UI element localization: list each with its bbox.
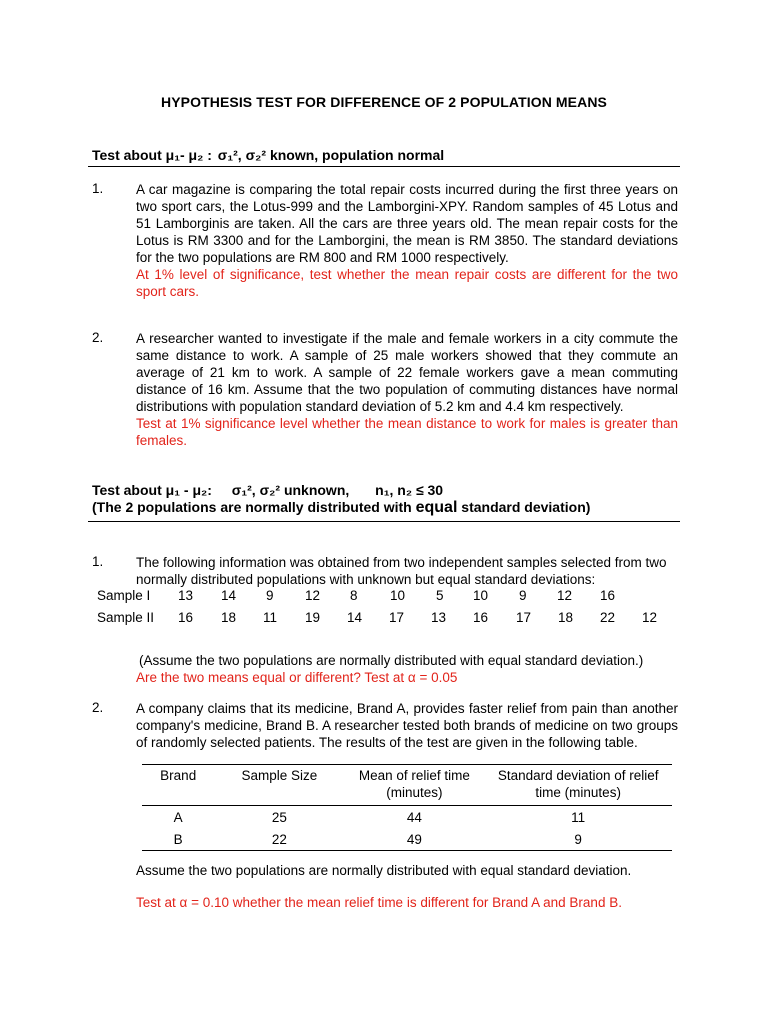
section2-subheading-end: standard deviation) — [457, 499, 591, 515]
section2-subheading-equal: equal — [415, 499, 458, 516]
section2-subheading-start: (The 2 populations are normally distributed with — [92, 499, 416, 515]
s1-q1-text: A car magazine is comparing the total repair costs incurred during the first three years on two sport cars, the Lotus-999 and the Lamborgini-XPY. Random samples of 45 Lotus and 51 Lamborginis are taken. All the cars are three years old. The mean repair costs for the Lotus is RM 3300 and for the Lamborgini, the mean is RM 3850. The standard deviations for the two populations are RM 800 and RM 1000 respectively. — [136, 182, 678, 265]
sample2-value: 11 — [263, 610, 278, 625]
sample2-value: 16 — [473, 610, 489, 625]
sample2-value: 16 — [178, 610, 194, 625]
sample1-value: 5 — [436, 588, 444, 603]
table-cell: 22 — [214, 828, 344, 851]
s2-q2-assume: Assume the two populations are normally distributed with equal standard deviation. — [136, 863, 632, 878]
table-header: Mean of relief time (minutes) — [344, 765, 484, 806]
sample2-label: Sample II — [97, 610, 155, 625]
page-title: HYPOTHESIS TEST FOR DIFFERENCE OF 2 POPULATION MEANS — [161, 94, 607, 110]
s1-q1 — [136, 181, 678, 300]
section2-heading — [92, 482, 443, 498]
table-row — [142, 828, 672, 851]
table-header: Brand — [142, 765, 214, 806]
sample1-value: 14 — [221, 588, 237, 603]
sample1-value: 9 — [266, 588, 274, 603]
s2-q2-text: A company claims that its medicine, Brand A, provides faster relief from pain than another company's medicine, Brand B. A researcher tested both brands of medicine on two groups of randomly selected patients. The results of the test are given in the following table. — [136, 701, 678, 750]
s1-q2-number: 2. — [92, 330, 104, 345]
table-cell: 25 — [271, 810, 287, 825]
section2-rule — [88, 521, 680, 522]
sample1-label: Sample I — [97, 588, 151, 603]
s1-q2 — [136, 330, 678, 449]
sample2-value: 12 — [642, 610, 658, 625]
sample1-value: 8 — [350, 588, 358, 603]
sample2-value: 17 — [516, 610, 532, 625]
table-cell: 49 — [344, 828, 484, 851]
section1-heading — [92, 147, 444, 163]
s1-q1-task: At 1% level of significance, test whether the mean repair costs are different for the two sport cars. — [136, 267, 678, 299]
section2-heading-sigma: σ₁², σ₂² unknown, — [231, 482, 350, 498]
table-cell: B — [142, 828, 214, 851]
s2-q1-assume: (Assume the two populations are normally distributed with equal standard deviation.) — [139, 653, 644, 668]
relief-time-table — [142, 764, 672, 851]
sample2-value: 18 — [221, 610, 237, 625]
s2-q1-number: 1. — [92, 554, 104, 569]
table-header-row — [142, 765, 672, 806]
sample1-value: 12 — [305, 588, 321, 603]
s1-q1-number: 1. — [92, 181, 104, 196]
table-cell: 9 — [484, 828, 672, 851]
sample2-value: 14 — [347, 610, 363, 625]
sample2-value: 13 — [431, 610, 447, 625]
section1-heading-sigma: σ₁², σ₂² known, population normal — [217, 147, 445, 163]
table-row — [142, 806, 672, 829]
section2-heading-prefix: Test about — [92, 482, 166, 498]
sample-row-2 — [97, 610, 697, 628]
table-cell: A — [173, 810, 183, 825]
table-cell: 11 — [571, 810, 586, 825]
sample1-value: 10 — [473, 588, 489, 603]
s1-q2-task: Test at 1% significance level whether the mean distance to work for males is greater than females. — [136, 416, 678, 448]
section2-subheading — [92, 499, 590, 517]
s1-q2-text: A researcher wanted to investigate if the male and female workers in a city commute the same distance to work. A sample of 25 male workers showed that they commute an average of 21 km to work. A sample of 22 female workers gave a mean commuting distance of 16 km. Assume that the two population of commuting distances have normal distributions with population standard deviation of 5.2 km and 4.4 km respectively. — [136, 331, 678, 414]
sample-row-1 — [97, 588, 697, 606]
section2-heading-mu: μ₁ - μ₂: — [165, 482, 212, 498]
section2-heading-n: n₁, n₂ ≤ 30 — [375, 482, 444, 498]
table-header: Sample Size — [214, 765, 344, 806]
sample1-value: 10 — [390, 588, 406, 603]
sample1-value: 12 — [557, 588, 573, 603]
s2-q1-text: The following information was obtained from two independent samples selected from two normally distributed populations with unknown but equal standard deviations: — [136, 555, 667, 587]
s2-q2-task: Test at α = 0.10 whether the mean relief time is different for Brand A and Brand B. — [136, 895, 622, 910]
table-cell: 44 — [406, 810, 422, 825]
section1-rule — [88, 166, 680, 167]
sample1-value: 16 — [600, 588, 616, 603]
sample2-value: 19 — [305, 610, 321, 625]
sample2-value: 22 — [600, 610, 616, 625]
table-header: Standard deviation of relief time (minutes) — [484, 765, 672, 806]
s2-q2-number: 2. — [92, 700, 104, 715]
sample2-value: 17 — [389, 610, 405, 625]
sample1-value: 13 — [178, 588, 194, 603]
sample1-value: 9 — [519, 588, 527, 603]
sample2-value: 18 — [558, 610, 574, 625]
section1-heading-mu: μ₁- μ₂ : — [165, 147, 216, 163]
s2-q1-task: Are the two means equal or different? Test at α = 0.05 — [136, 670, 458, 685]
section1-heading-prefix: Test about — [92, 147, 166, 163]
